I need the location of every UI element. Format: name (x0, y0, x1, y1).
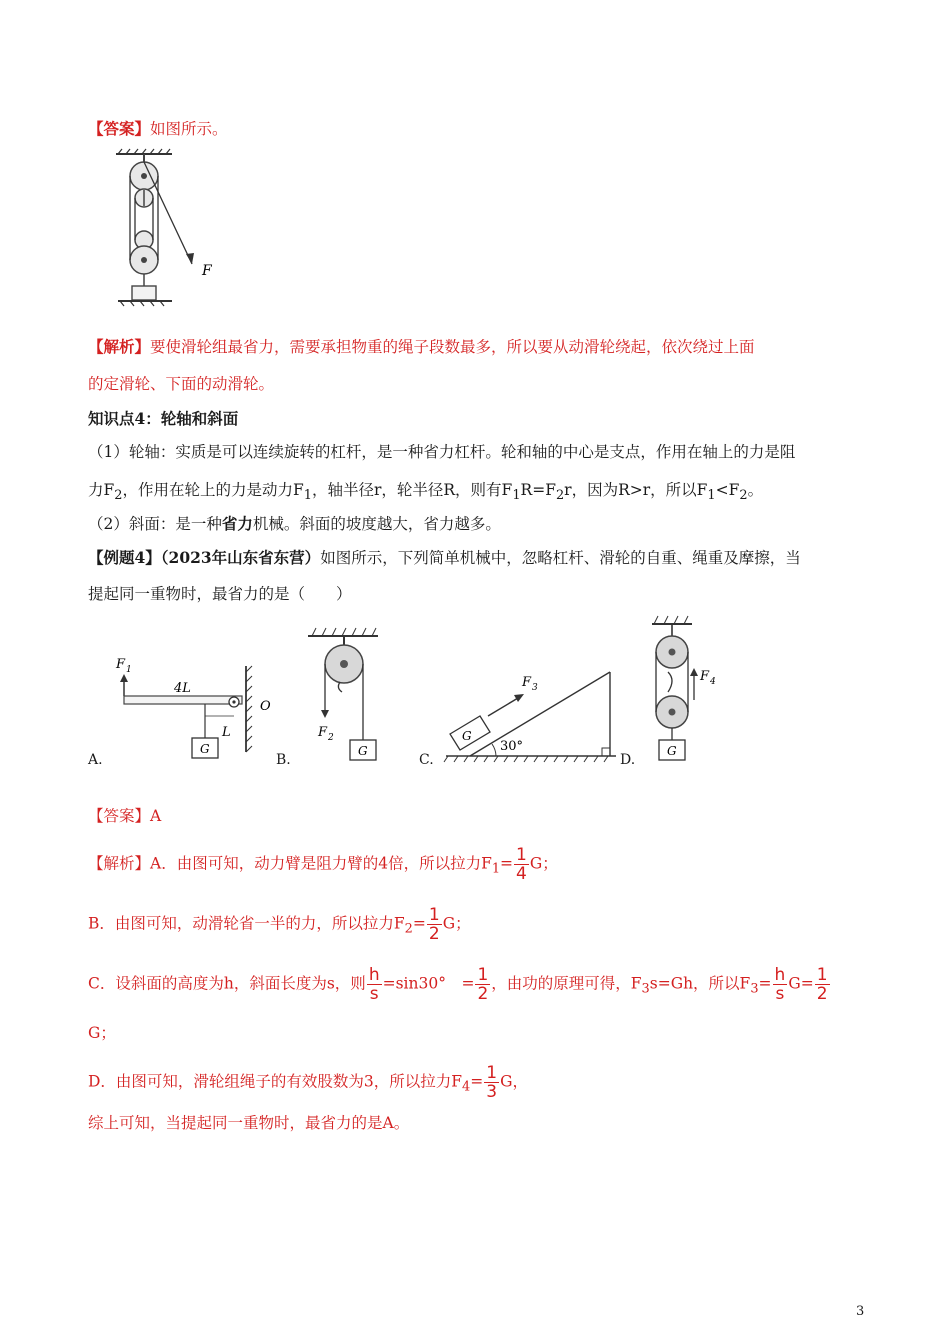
text-seg: 机械。斜面的坡度越大，省力越多。 (252, 515, 501, 533)
force-f4-sub: 4 (710, 677, 716, 687)
text-seg: D．由图可知，滑轮组绳子的有效股数为3，所以拉力F (88, 1072, 463, 1091)
force-f2-label: F (318, 725, 328, 740)
option-d-pulley-block-figure (640, 612, 730, 766)
example-line2: 提起同一重物时，最省力的是（ ） (88, 585, 352, 603)
text-seg: ，由功的原理可得，F (491, 974, 642, 993)
subscript: 2 (114, 488, 123, 504)
frac-den: 2 (477, 984, 489, 1004)
frac-den: 2 (816, 984, 828, 1004)
force-arrow-head (186, 253, 194, 264)
frac-den: s (369, 984, 379, 1004)
subscript: 1 (491, 861, 501, 877)
ceiling-hatch (116, 149, 172, 154)
subscript: 3 (750, 981, 759, 997)
analysis-text: 要使滑轮组最省力，需要承担物重的绳子段数最多，所以要从动滑轮绕起，依次绕过上面 (150, 338, 755, 356)
fraction (484, 1064, 499, 1101)
analysis-summary: 综上可知，当提起同一重物时，最省力的是A。 (88, 1114, 410, 1132)
example-text: 如图所示，下列简单机械中，忽略杠杆、滑轮的自重、绳重及摩擦，当 (320, 549, 801, 567)
fraction (475, 966, 490, 1003)
force-f4-label: F (700, 669, 710, 684)
option-b-pulley-figure (300, 624, 390, 766)
text-seg: =sin30° = (382, 974, 475, 993)
force-f3-sub: 3 (532, 683, 538, 693)
frac-num: 1 (477, 965, 489, 985)
lever-bar (124, 696, 242, 704)
text-seg: r，因为R>r，所以F (564, 481, 708, 499)
frac-num: 1 (816, 965, 828, 985)
top-analysis-line2: 的定滑轮、下面的动滑轮。 (88, 375, 275, 393)
bold-term: 省力 (221, 514, 253, 533)
example-source: （2023年山东省东营） (160, 548, 321, 567)
analysis-label: 【解析】 (88, 854, 151, 873)
analysis-c-end: G； (88, 1024, 116, 1042)
arm-long-label: 4L (174, 681, 191, 696)
analysis-b (88, 906, 471, 943)
option-b-letter: B. (276, 752, 291, 768)
text-seg: s=Gh，所以F (649, 974, 751, 993)
knowledge-p1-line1: （1）轮轴：实质是可以连续旋转的杠杆，是一种省力杠杆。轮和轴的中心是支点，作用在轴上的力是阻 (88, 443, 796, 461)
weight-label: G (200, 742, 210, 756)
answer-label: 【答案】 (88, 119, 151, 138)
top-answer (88, 118, 228, 140)
answer-value: A (150, 807, 162, 825)
top-analysis-line1 (88, 336, 755, 358)
text-seg: 。 (747, 481, 764, 499)
text-seg: G； (529, 854, 558, 873)
fraction (514, 846, 529, 883)
frac-den: s (775, 984, 785, 1004)
text-seg: R=F (520, 481, 556, 499)
frac-num: h (774, 965, 786, 985)
analysis-a (88, 846, 558, 883)
fraction (815, 966, 830, 1003)
knowledge-title: 知识点4：轮轴和斜面 (88, 409, 239, 428)
subscript: 2 (404, 921, 413, 937)
text-seg: C．设斜面的高度为h，斜面长度为s，则 (88, 974, 366, 993)
frac-num: 1 (486, 1063, 498, 1083)
force-f3-label: F (522, 675, 532, 690)
option-a-lever-figure (110, 650, 280, 766)
subscript: 1 (303, 488, 312, 504)
subscript: 2 (555, 488, 565, 504)
frac-num: 1 (428, 905, 440, 925)
frac-num: h (368, 965, 380, 985)
analysis-d (88, 1064, 528, 1101)
angle-label: 30° (500, 739, 524, 754)
subscript: 4 (462, 1079, 471, 1095)
text-seg: G= (788, 974, 814, 993)
force-label: F (202, 263, 212, 279)
example-answer (88, 805, 161, 827)
frac-num: 1 (516, 845, 527, 865)
text-seg: A．由图可知，动力臂是阻力臂的4倍，所以拉力F (150, 854, 492, 873)
weight-label: G (358, 744, 368, 758)
option-c-letter: C. (419, 752, 434, 768)
text-seg: 力F (88, 481, 115, 499)
weight-block (132, 286, 156, 300)
text-seg: = (758, 974, 772, 993)
page-number: 3 (856, 1304, 865, 1319)
weight-label: G (667, 744, 677, 758)
example-line1 (88, 547, 801, 569)
text-seg: ，轴半径r，轮半径R，则有F (311, 481, 513, 499)
arm-short-label: L (222, 725, 231, 740)
subscript: 3 (641, 981, 650, 997)
text-seg: （2）斜面：是一种 (88, 515, 222, 533)
text-seg: = (470, 1072, 484, 1091)
fraction (773, 966, 788, 1003)
pivot-label: O (260, 699, 271, 714)
text-seg: = (412, 914, 426, 933)
subscript: 2 (739, 488, 748, 504)
force-f1-label: F (116, 657, 126, 672)
fraction (367, 966, 382, 1003)
option-c-incline-figure (440, 660, 630, 766)
knowledge-p2 (88, 513, 501, 535)
text-seg: ，作用在轮上的力是动力F (122, 481, 304, 499)
text-seg: G； (442, 914, 471, 933)
analysis-label: 【解析】 (88, 337, 151, 356)
knowledge-p1-line2 (88, 479, 763, 507)
text-seg: B．由图可知，动滑轮省一半的力，所以拉力F (88, 914, 405, 933)
option-d-letter: D. (620, 752, 636, 768)
example-label: 【例题4】 (88, 548, 161, 567)
weight-label: G (462, 729, 472, 743)
analysis-c (88, 966, 831, 1003)
force-f1-sub: 1 (126, 665, 132, 675)
subscript: 1 (707, 488, 716, 504)
answer-label: 【答案】 (88, 807, 151, 825)
fraction (427, 906, 442, 943)
answer-text: 如图所示。 (150, 120, 228, 138)
frac-den: 3 (486, 1082, 498, 1102)
text-seg: <F (715, 481, 740, 499)
option-a-letter: A. (88, 752, 103, 768)
text-seg: = (500, 854, 514, 873)
frac-den: 4 (516, 864, 527, 884)
subscript: 1 (512, 488, 521, 504)
pulley-answer-figure (110, 146, 240, 312)
force-f2-sub: 2 (328, 733, 334, 743)
frac-den: 2 (428, 924, 440, 944)
text-seg: G， (500, 1072, 528, 1091)
